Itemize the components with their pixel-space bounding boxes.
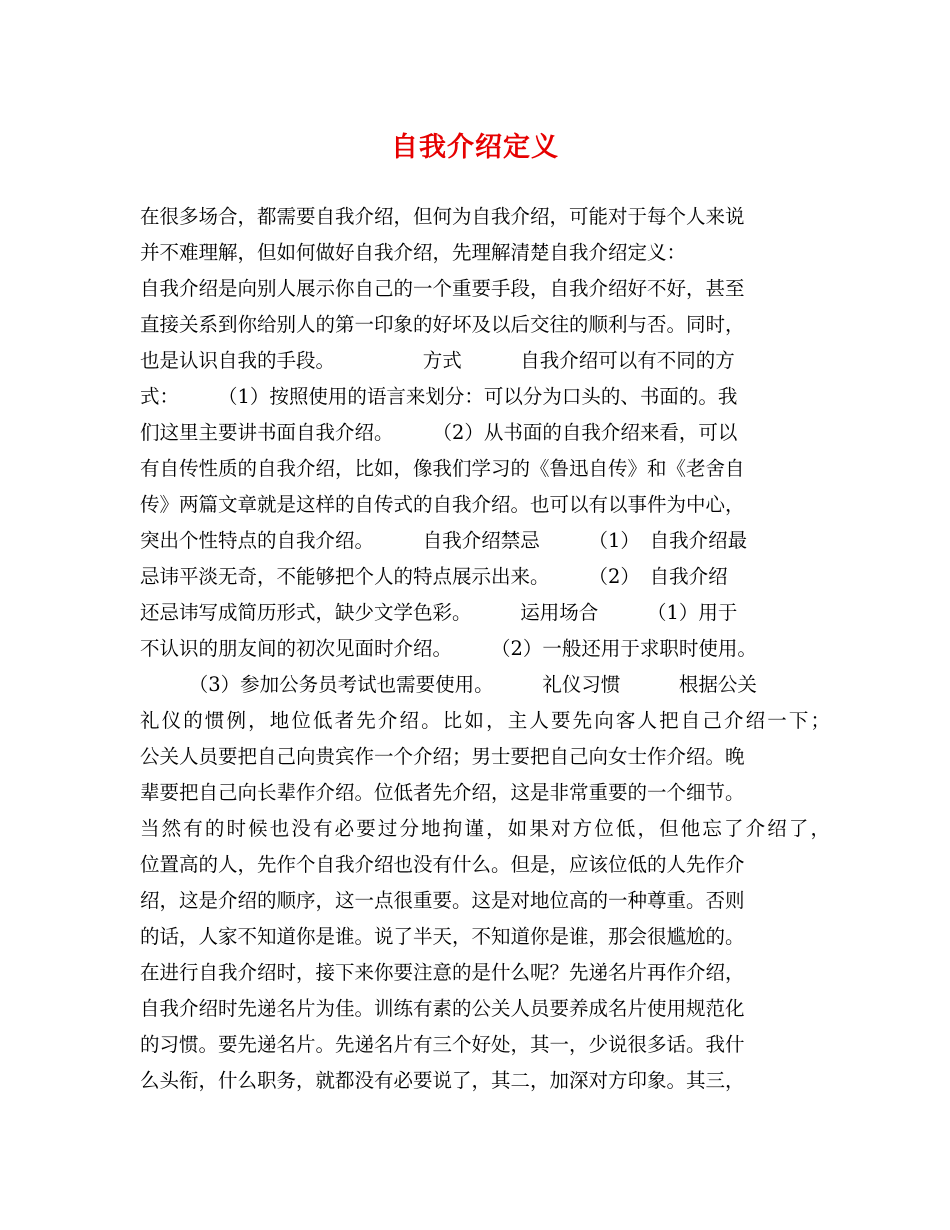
text-line: 也是认识自我的手段。 方式 自我介绍可以有不同的方 (140, 349, 735, 372)
text-line: 们这里主要讲书面自我介绍。 （2）从书面的自我介绍来看，可以 (140, 421, 738, 444)
text-line: 的习惯。要先递名片。先递名片有三个好处，其一，少说很多话。我什 (140, 1033, 745, 1056)
text-line: 礼仪的惯例，地位低者先介绍。比如，主人要先向客人把自己介绍一下； (140, 709, 833, 732)
text-line: 式： （1）按照使用的语言来划分：可以分为口头的、书面的。我 (140, 385, 738, 408)
text-line: 绍，这是介绍的顺序，这一点很重要。这是对地位高的一种尊重。否则 (140, 889, 745, 912)
text-line: 忌讳平淡无奇，不能够把个人的特点展示出来。 （2） 自我介绍 (140, 565, 728, 588)
text-line: 有自传性质的自我介绍，比如，像我们学习的《鲁迅自传》和《老舍自 (140, 457, 745, 480)
text-line: 传》两篇文章就是这样的自传式的自我介绍。也可以有以事件为中心， (140, 493, 745, 516)
text-line: 在进行自我介绍时，接下来你要注意的是什么呢？先递名片再作介绍， (140, 961, 745, 984)
document-title: 自我介绍定义 (391, 132, 559, 163)
text-line: 直接关系到你给别人的第一印象的好坏及以后交往的顺利与否。同时， (140, 313, 745, 336)
text-line: 公关人员要把自己向贵宾作一个介绍；男士要把自己向女士作介绍。晚 (140, 745, 745, 768)
text-line: 自我介绍时先递名片为佳。训练有素的公关人员要养成名片使用规范化 (140, 997, 745, 1020)
text-line: 不认识的朋友间的初次见面时介绍。 （2）一般还用于求职时使用。 (140, 637, 757, 660)
text-line: 当然有的时候也没有必要过分地拘谨，如果对方位低，但他忘了介绍了， (140, 817, 833, 840)
text-line: 并不难理解，但如何做好自我介绍，先理解清楚自我介绍定义： (140, 241, 687, 264)
text-line: 突出个性特点的自我介绍。 自我介绍禁忌 （1） 自我介绍最 (140, 529, 748, 552)
document-body (140, 199, 833, 1099)
text-line: 辈要把自己向长辈作介绍。位低者先介绍，这是非常重要的一个细节。 (140, 781, 745, 804)
text-line: 自我介绍是向别人展示你自己的一个重要手段，自我介绍好不好，甚至 (140, 277, 745, 300)
text-line: 位置高的人，先作个自我介绍也没有什么。但是，应该位低的人先作介 (140, 853, 745, 876)
text-line: （3）参加公务员考试也需要使用。 礼仪习惯 根据公关 (140, 673, 757, 696)
text-line: 么头衔，什么职务，就都没有必要说了，其二，加深对方印象。其三， (140, 1069, 745, 1092)
text-line: 在很多场合，都需要自我介绍，但何为自我介绍，可能对于每个人来说 (140, 205, 745, 228)
text-line: 还忌讳写成简历形式，缺少文学色彩。 运用场合 （1）用于 (140, 601, 738, 624)
text-line: 的话，人家不知道你是谁。说了半天，不知道你是谁，那会很尴尬的。 (140, 925, 745, 948)
